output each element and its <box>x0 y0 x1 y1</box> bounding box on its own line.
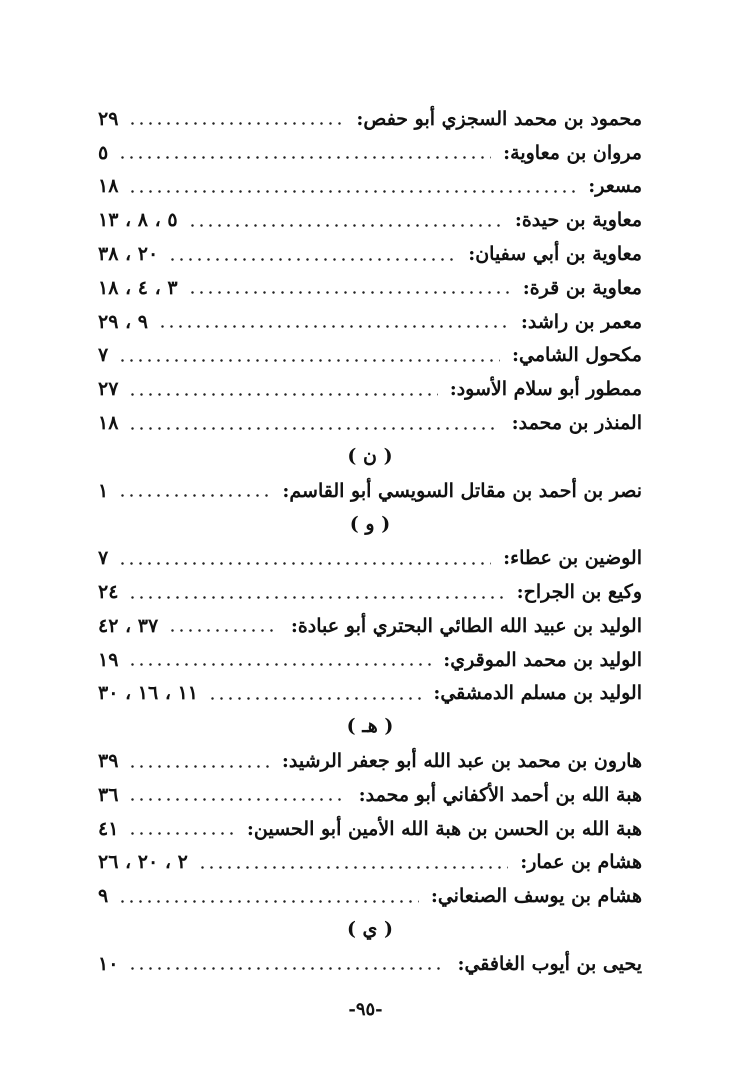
leader-dots <box>198 866 508 869</box>
index-entry <box>98 237 642 271</box>
entry-pages: ١٨ <box>98 175 119 198</box>
entry-name: هبة الله بن الحسن بن هبة الله الأمين أبو الحسين: <box>246 817 642 840</box>
index-entry <box>98 203 642 237</box>
entry-name: نصر بن أحمد بن مقاتل السويسي أبو القاسم: <box>282 479 642 502</box>
index-entry <box>98 812 642 846</box>
leader-dots <box>208 697 421 700</box>
entry-pages: ٢٧ <box>98 378 119 401</box>
entry-name: معاوية بن أبي سفيان: <box>468 243 642 266</box>
entry-pages: ١٩ <box>98 648 119 671</box>
entry-pages: ٥ <box>98 141 109 164</box>
leader-dots <box>128 190 576 193</box>
entry-pages: ٣٦ <box>98 783 119 806</box>
index-entry <box>98 575 642 609</box>
leader-dots <box>168 258 456 261</box>
index-entry <box>98 339 642 373</box>
leader-dots <box>128 832 234 835</box>
leader-dots <box>188 291 511 294</box>
entry-pages: ١٠ <box>98 952 119 975</box>
entry-name: الوليد بن عبيد الله الطائي البحتري أبو عبادة: <box>290 614 642 637</box>
index-entry <box>98 778 642 812</box>
entry-name: يحيى بن أيوب الغافقي: <box>457 952 642 975</box>
entry-name: وكيع بن الجراح: <box>516 581 642 604</box>
index-entry <box>98 677 642 711</box>
index-entry <box>98 406 642 440</box>
entry-name: هبة الله بن أحمد الأكفاني أبو محمد: <box>358 783 642 806</box>
index-entry <box>98 541 642 575</box>
entry-pages: ٣ ، ٤ ، ١٨ <box>98 276 178 299</box>
section-heading-ha: ( هـ ) <box>346 715 394 738</box>
section-heading-waw: ( و ) <box>349 512 391 535</box>
index-entry <box>98 271 642 305</box>
index-entry <box>98 102 642 136</box>
entry-name: الوليد بن محمد الموقري: <box>443 648 642 671</box>
index-entry <box>98 947 642 981</box>
entry-pages: ١ <box>98 479 109 502</box>
entry-name: مروان بن معاوية: <box>503 141 642 164</box>
leader-dots <box>188 224 503 227</box>
entry-pages: ٣٧ ، ٤٢ <box>98 614 159 637</box>
index-entry <box>98 643 642 677</box>
entry-pages: ٧ <box>98 344 109 367</box>
index-entry <box>98 744 642 778</box>
entry-name: معاوية بن حيدة: <box>514 209 642 232</box>
entry-pages: ٩ <box>98 885 109 908</box>
entry-pages: ٩ ، ٢٩ <box>98 310 149 333</box>
entry-pages: ٧ <box>98 547 109 570</box>
leader-dots <box>118 494 270 497</box>
index-entry <box>98 136 642 170</box>
leader-dots <box>128 765 269 768</box>
leader-dots <box>128 663 431 666</box>
name-index-list <box>98 102 642 981</box>
leader-dots <box>128 798 346 801</box>
entry-name: معاوية بن قرة: <box>522 276 642 299</box>
index-entry <box>98 372 642 406</box>
leader-dots <box>118 900 419 903</box>
entry-name: هشام بن يوسف الصنعاني: <box>430 885 642 908</box>
leader-dots <box>128 967 445 970</box>
entry-pages: ٣٩ <box>98 750 119 773</box>
index-entry <box>98 846 642 880</box>
index-entry <box>98 879 642 913</box>
entry-name: معمر بن راشد: <box>520 310 642 333</box>
leader-dots <box>128 393 437 396</box>
index-entry <box>98 474 642 508</box>
leader-dots <box>128 427 499 430</box>
entry-name: المنذر بن محمد: <box>511 412 642 435</box>
entry-name: الوليد بن مسلم الدمشقي: <box>433 682 642 705</box>
entry-pages: ٥ ، ٨ ، ١٣ <box>98 209 178 232</box>
entry-name: الوضين بن عطاء: <box>503 547 642 570</box>
leader-dots <box>168 629 279 632</box>
entry-name: مسعر: <box>588 175 642 198</box>
section-heading-ya: ( ي ) <box>346 918 394 941</box>
entry-name: هشام بن عمار: <box>520 851 642 874</box>
entry-pages: ٢٤ <box>98 581 119 604</box>
entry-name: محمود بن محمد السجزي أبو حفص: <box>356 107 642 130</box>
entry-pages: ٢٩ <box>98 107 119 130</box>
entry-name: مكحول الشامي: <box>511 344 642 367</box>
index-entry <box>98 170 642 204</box>
entry-pages: ٢٠ ، ٣٨ <box>98 243 159 266</box>
section-heading-nun: ( ن ) <box>347 444 393 467</box>
entry-name: ممطور أبو سلام الأسود: <box>449 378 642 401</box>
entry-pages: ١٨ <box>98 412 119 435</box>
entry-pages: ٤١ <box>98 817 119 840</box>
leader-dots <box>158 325 509 328</box>
leader-dots <box>128 122 344 125</box>
leader-dots <box>118 359 500 362</box>
leader-dots <box>128 596 504 599</box>
index-entry <box>98 305 642 339</box>
index-entry <box>98 609 642 643</box>
leader-dots <box>118 156 491 159</box>
page-number: -٩٥- <box>348 999 383 1020</box>
entry-name: هارون بن محمد بن عبد الله أبو جعفر الرشيد: <box>281 750 642 773</box>
leader-dots <box>118 562 491 565</box>
entry-pages: ٢ ، ٢٠ ، ٢٦ <box>98 851 188 874</box>
entry-pages: ١١ ، ١٦ ، ٣٠ <box>98 682 199 705</box>
